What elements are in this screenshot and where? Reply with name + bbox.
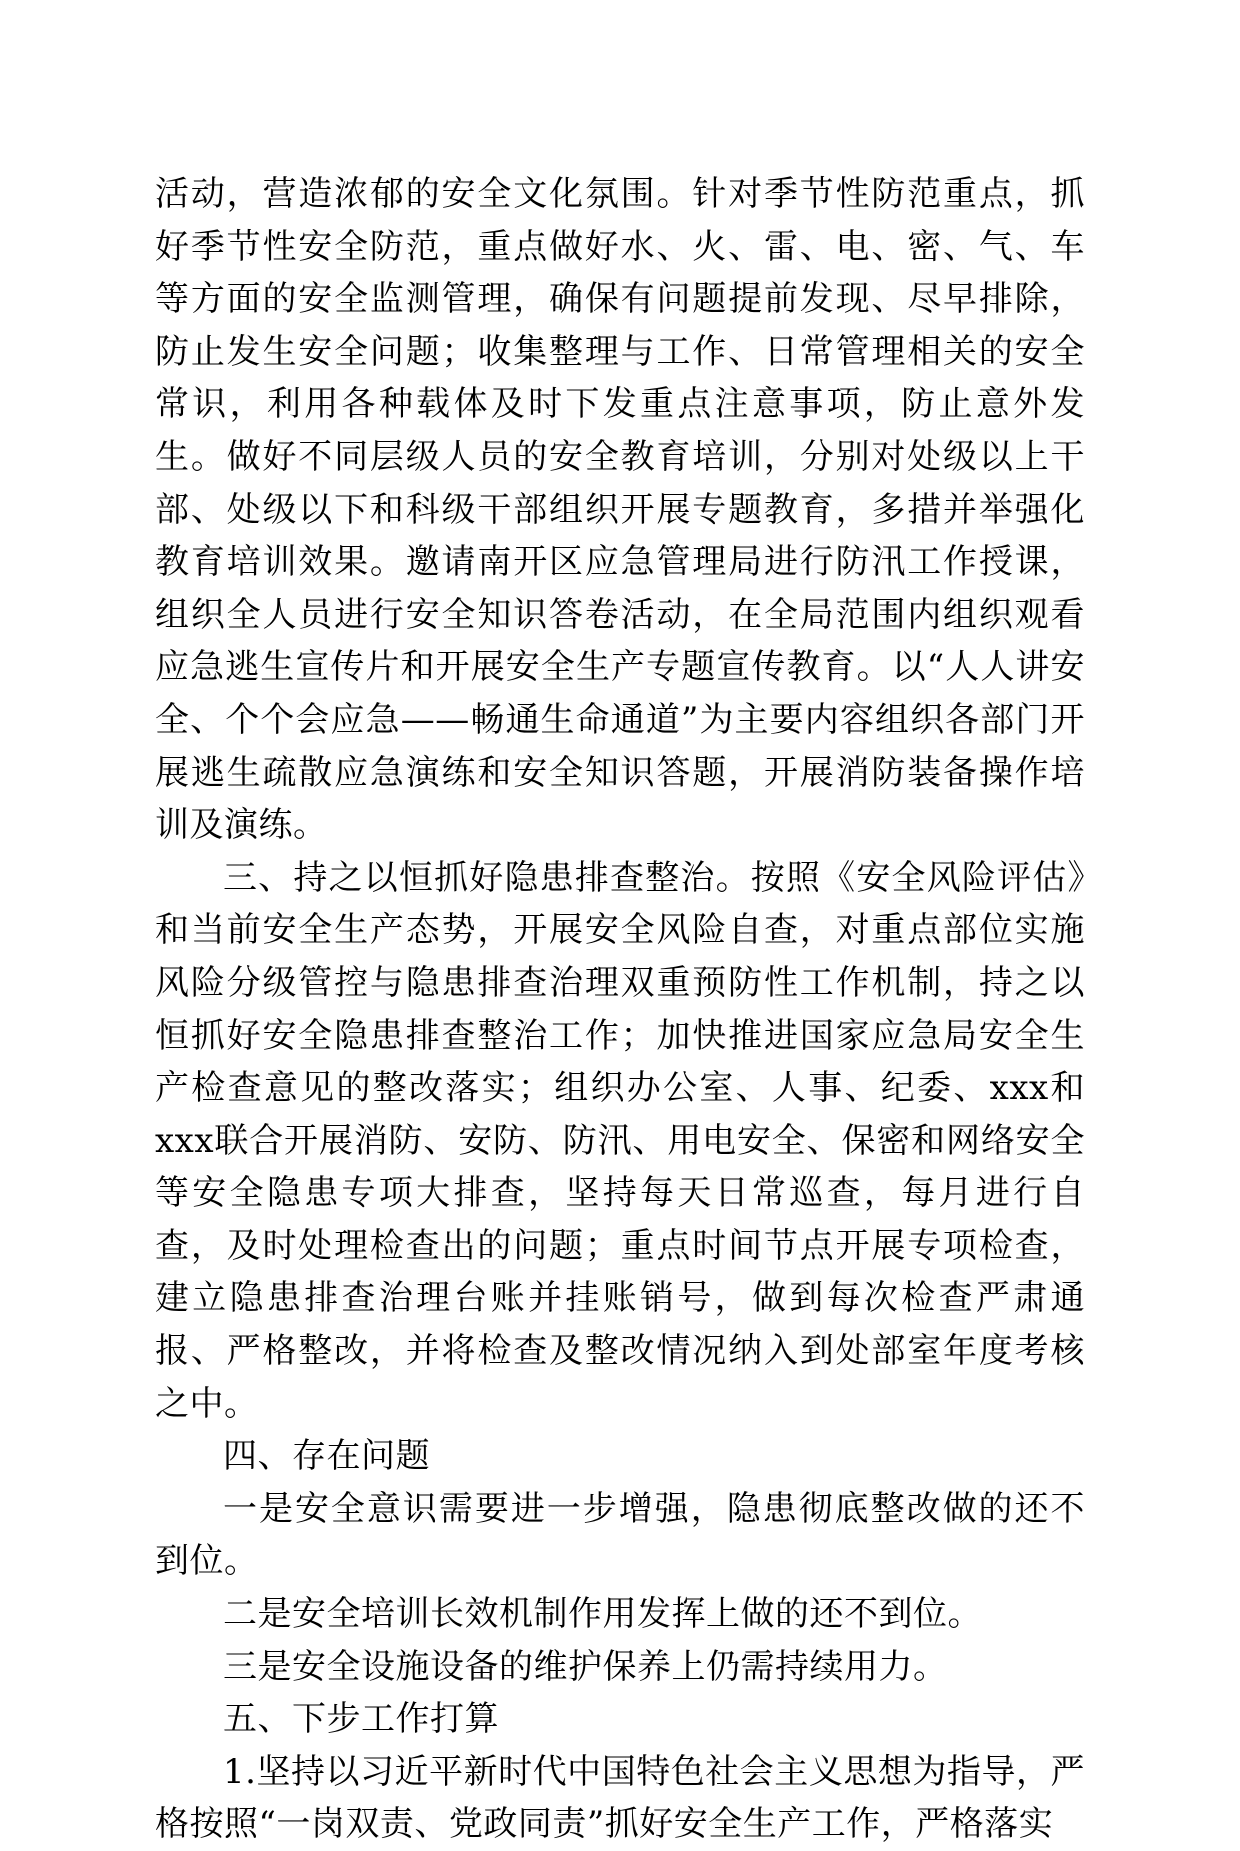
heading-existing-problems: 四、存在问题 [223,1436,430,1477]
problem-item-2: 二是安全培训长效机制作用发挥上做的还不到位。 [223,1594,982,1635]
problem-item-3: 三是安全设施设备的维护保养上仍需持续用力。 [223,1646,948,1687]
body-text [155,168,1085,1851]
problem-item-1: 一是安全意识需要进一步增强，隐患彻底整改做的还不到位。 [155,1488,1085,1582]
next-step-item-1: 1.坚持以习近平新时代中国特色社会主义思想为指导，严格按照“一岗双责、党政同责”抓好安全生产工作，严格落实 [155,1751,1085,1845]
heading-next-steps: 五、下步工作打算 [223,1699,499,1740]
paragraph-hazard-inspection: 三、持之以恒抓好隐患排查整治。按照《安全风险评估》和当前安全生产态势，开展安全风险自查，对重点部位实施风险分级管控与隐患排查治理双重预防性工作机制，持之以恒抓好安全隐患排查整治工作；加快推进国家应急局安全生产检查意见的整改落实；组织办公室、人事、纪委、xxx和xxx联合开展消防、安防、防汛、用电安全、保密和网络安全等安全隐患专项大排查，坚持每天日常巡查，每月进行自查，及时处理检查出的问题；重点时间节点开展专项检查，建立隐患排查治理台账并挂账销号，做到每次检查严肃通报、严格整改，并将检查及整改情况纳入到处部室年度考核之中。 [155,857,1085,1424]
paragraph-safety-culture: 活动，营造浓郁的安全文化氛围。针对季节性防范重点，抓好季节性安全防范，重点做好水、火、雷、电、密、气、车等方面的安全监测管理，确保有问题提前发现、尽早排除，防止发生安全问题；收集整理与工作、日常管理相关的安全常识，利用各种载体及时下发重点注意事项，防止意外发生。做好不同层级人员的安全教育培训，分别对处级以上干部、处级以下和科级干部组织开展专题教育，多措并举强化教育培训效果。邀请南开区应急管理局进行防汛工作授课，组织全人员进行安全知识答卷活动，在全局范围内组织观看应急逃生宣传片和开展安全生产专题宣传教育。以“人人讲安全、个个会应急——畅通生命通道”为主要内容组织各部门开展逃生疏散应急演练和安全知识答题，开展消防装备操作培训及演练。 [155,174,1085,846]
